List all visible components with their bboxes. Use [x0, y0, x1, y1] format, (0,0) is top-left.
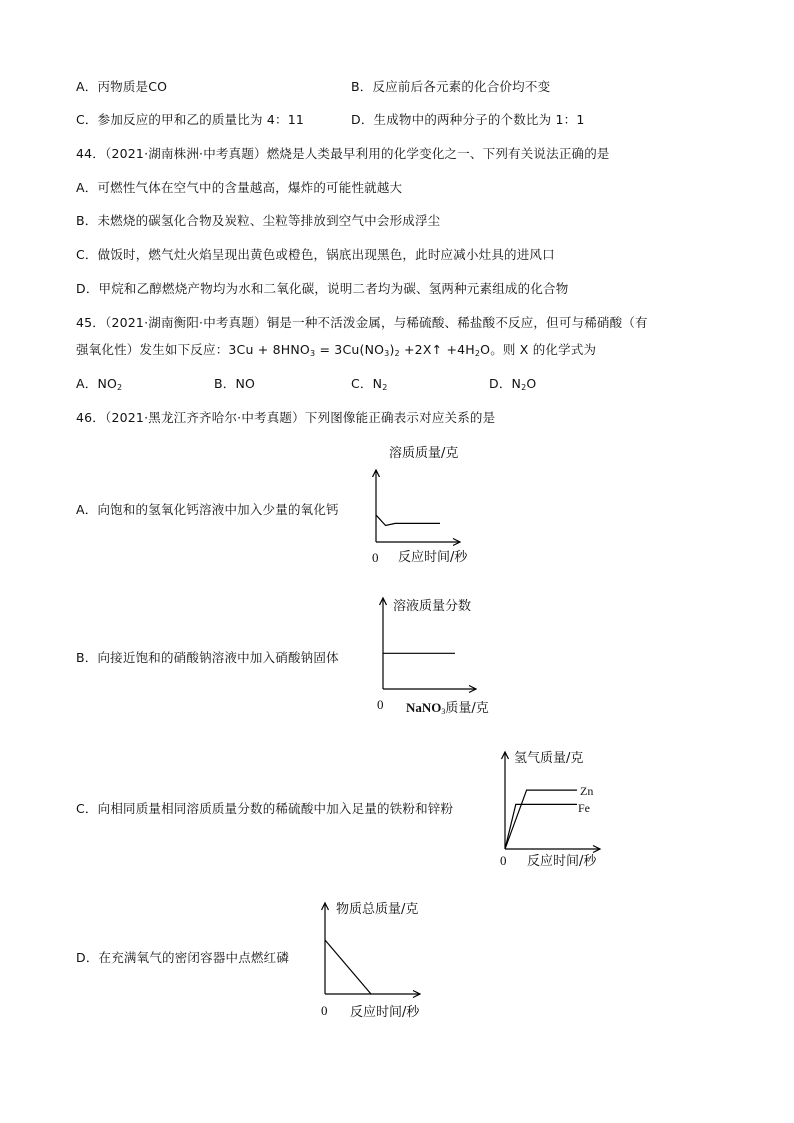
q45-stem-line1: 45．（2021·湖南衡阳·中考真题）铜是一种不活泼金属，与稀硫酸、稀盐酸不反应，但可与稀硝酸（有	[76, 315, 648, 330]
q46-option-d: D．在充满氧气的密闭容器中点燃红磷	[76, 950, 290, 965]
series-line-0	[325, 940, 371, 994]
q45-option-c: C．$N_2$	[351, 376, 388, 392]
q46-stem: 46．（2021·黑龙江齐齐哈尔·中考真题）下列图像能正确表示对应关系的是	[76, 410, 496, 425]
q43-option-b: B．反应前后各元素的化合价均不变	[351, 79, 551, 94]
chart-c-xlabel: 反应时间/秒	[527, 854, 597, 869]
q46-option-c: C．向相同质量相同溶质质量分数的稀硫酸中加入足量的铁粉和锌粉	[76, 801, 454, 816]
chart-a-ylabel: 溶质质量/克	[389, 446, 459, 461]
chart-c-origin: 0	[500, 853, 507, 868]
q46-option-b: B．向接近饱和的硝酸钠溶液中加入硝酸钠固体	[76, 650, 339, 665]
q45-option-d: D．$N_2O$	[489, 376, 537, 392]
q44-stem: 44．（2021·湖南株洲·中考真题）燃烧是人类最早利用的化学变化之一、下列有关说法正确的是	[76, 146, 610, 161]
chart-a-origin: 0	[372, 550, 379, 565]
chart-c-ylabel: 氢气质量/克	[514, 751, 584, 766]
q45-option-b: B．NO	[214, 376, 256, 391]
chart-b-ylabel: 溶液质量分数	[393, 599, 472, 614]
chart-b-origin: 0	[377, 697, 384, 712]
chart-c-label-zn: Zn	[580, 784, 594, 798]
chart-d-origin: 0	[321, 1003, 328, 1018]
chart-c-label-fe: Fe	[578, 801, 590, 815]
q46-option-a: A．向饱和的氢氧化钙溶液中加入少量的氧化钙	[76, 502, 339, 517]
q43-option-c: C．参加反应的甲和乙的质量比为 4：11	[76, 112, 305, 127]
chart-a-xlabel: 反应时间/秒	[398, 550, 468, 565]
chart-b-xlabel: NaNO$_3$质量/克	[406, 700, 489, 716]
chart-d-ylabel: 物质总质量/克	[336, 902, 419, 917]
q44-option-a: A．可燃性气体在空气中的含量越高，爆炸的可能性就越大	[76, 180, 403, 195]
q43-option-d: D．生成物中的两种分子的个数比为 1：1	[351, 112, 585, 127]
q44-option-d: D．甲烷和乙醇燃烧产物均为水和二氧化碳，说明二者均为碳、氢两种元素组成的化合物	[76, 281, 569, 296]
q44-option-b: B．未燃烧的碳氢化合物及炭粒、尘粒等排放到空气中会形成浮尘	[76, 213, 441, 228]
chart-d-xlabel: 反应时间/秒	[350, 1005, 420, 1020]
q44-option-c: C．做饭时，燃气灶火焰呈现出黄色或橙色，锅底出现黑色，此时应减小灶具的进风口	[76, 247, 555, 262]
q45-stem-line2: 强氧化性）发生如下反应：$3Cu + 8HNO_3 = 3Cu(NO_3)_2$ +2X↑ $+4H_2O$。则 X 的化学式为	[76, 342, 597, 358]
q43-option-a: A．丙物质是CO	[76, 79, 168, 94]
q45-option-a: A．$NO_2$	[76, 376, 123, 392]
